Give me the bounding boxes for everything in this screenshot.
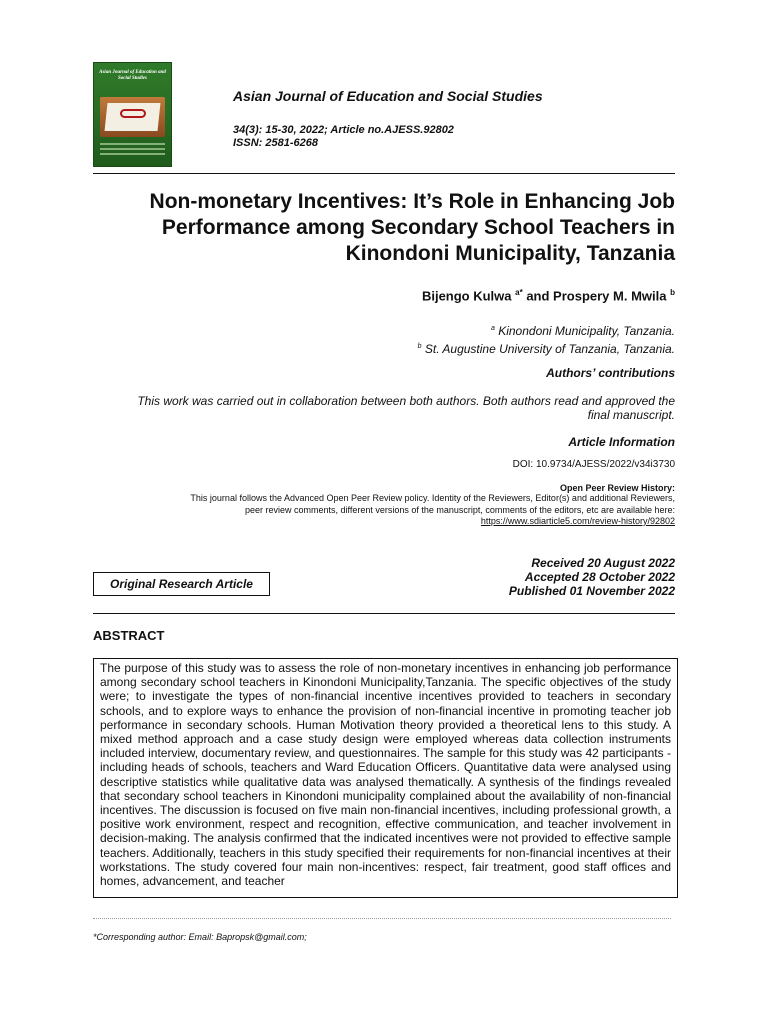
affiliation-b: $^b$ St. Augustine University of Tanzania, Tanzania. xyxy=(417,342,675,356)
publication-dates xyxy=(509,556,675,598)
cover-decoration xyxy=(100,143,165,158)
author-list xyxy=(422,288,675,303)
title-line: Kinondoni Municipality, Tanzania xyxy=(345,242,675,265)
doi-line: DOI: 10.9734/AJESS/2022/v34i3730 xyxy=(512,459,675,470)
corresponding-author-footnote: *Corresponding author: Email: Bapropsk@gmail.com; xyxy=(93,932,307,942)
review-history-link[interactable]: https://www.sdiarticle5.com/review-history/92802 xyxy=(480,516,675,526)
title-line: Non-monetary Incentives: It’s Role in Enhancing Job xyxy=(149,190,675,213)
cover-title: Asian Journal of Education and Social Studies xyxy=(99,70,166,81)
title-line: Performance among Secondary School Teachers in xyxy=(161,216,675,239)
author-sup: a* xyxy=(515,288,523,297)
review-history-heading: Open Peer Review History: xyxy=(559,483,675,493)
article-type-box: Original Research Article xyxy=(93,572,270,596)
affiliation-a: $^a$ Kinondoni Municipality, Tanzania. xyxy=(490,324,675,338)
abstract-text: The purpose of this study was to assess the role of non-monetary incentives in enhancing job performance among secondary school teachers in Kinondoni Municipality,Tanzania. The specific objectives of the study were; to investigate the types of non-financial incentive incentives provided to teachers in secondary schools, and to explore ways to enhance the provision of non-financial incentive in promoting teacher job performance in secondary schools. Human Motivation theory provided a theoretical lens to this study. A mixed method approach and a case study design were employed whereas data collection instruments included interview, documentary review, and questionnaires. The sample for this study was 42 participants -including heads of schools, teachers and Ward Education Officers. Quantitative data were analysed using descriptive statistics while qualitative data was analysed thematically. A synthesis of the findings revealed that secondary school teachers in Kinondoni municipality complained about the availability of non-financial incentives. The discussion is focused on five main non-financial incentives, including professional growth, a positive work environment, respect and recognition, effective communication, and teacher involvement in decision-making. The analysis confirmed that the indicated incentives were not provided to effective sample teachers. Additionally, teachers in this study specified their requirements for non-financial incentives at their workstations. The study covered four main non-incentives: respect, fair treatment, good staff offices and homes, advancement, and teacher xyxy=(100,661,671,889)
contributions-text: This work was carried out in collaboration between both authors. Both authors read and approved the final manuscript. xyxy=(137,394,675,422)
journal-volume xyxy=(233,124,454,150)
doi-value: 10.9734/AJESS/2022/v34i3730 xyxy=(536,459,675,470)
author-name: and Prospery M. Mwila xyxy=(526,288,667,304)
abstract-heading: ABSTRACT xyxy=(93,628,165,643)
glasses-icon xyxy=(120,109,146,118)
journal-name: Asian Journal of Education and Social Studies xyxy=(233,88,543,104)
abstract-box xyxy=(93,658,678,898)
volume-line: 34(3): 15-30, 2022; Article no.AJESS.92802 xyxy=(233,124,454,136)
author-sup: b xyxy=(670,288,675,297)
article-info-heading: Article Information xyxy=(568,435,675,449)
accepted-date: Accepted 28 October 2022 xyxy=(524,570,675,584)
article-title xyxy=(75,189,675,267)
contributions-heading: Authors’ contributions xyxy=(546,366,675,380)
footnote-rule xyxy=(93,918,671,919)
journal-cover-image xyxy=(93,62,172,167)
received-date: Received 20 August 2022 xyxy=(531,556,675,570)
affiliations xyxy=(418,321,675,357)
published-date: Published 01 November 2022 xyxy=(508,584,675,598)
header-rule xyxy=(93,173,675,174)
author-name: Bijengo Kulwa xyxy=(421,288,512,304)
section-rule xyxy=(93,613,675,614)
review-history-text: This journal follows the Advanced Open Peer Review policy. Identity of the Reviewers, Editor(s) and additional Reviewers, peer review comments, different versions of the manuscript, comments of the editors, etc are available here: https://www.sdiarticle5.com/review-history/92802 xyxy=(190,493,675,526)
issn-line: ISSN: 2581-6268 xyxy=(233,137,318,149)
